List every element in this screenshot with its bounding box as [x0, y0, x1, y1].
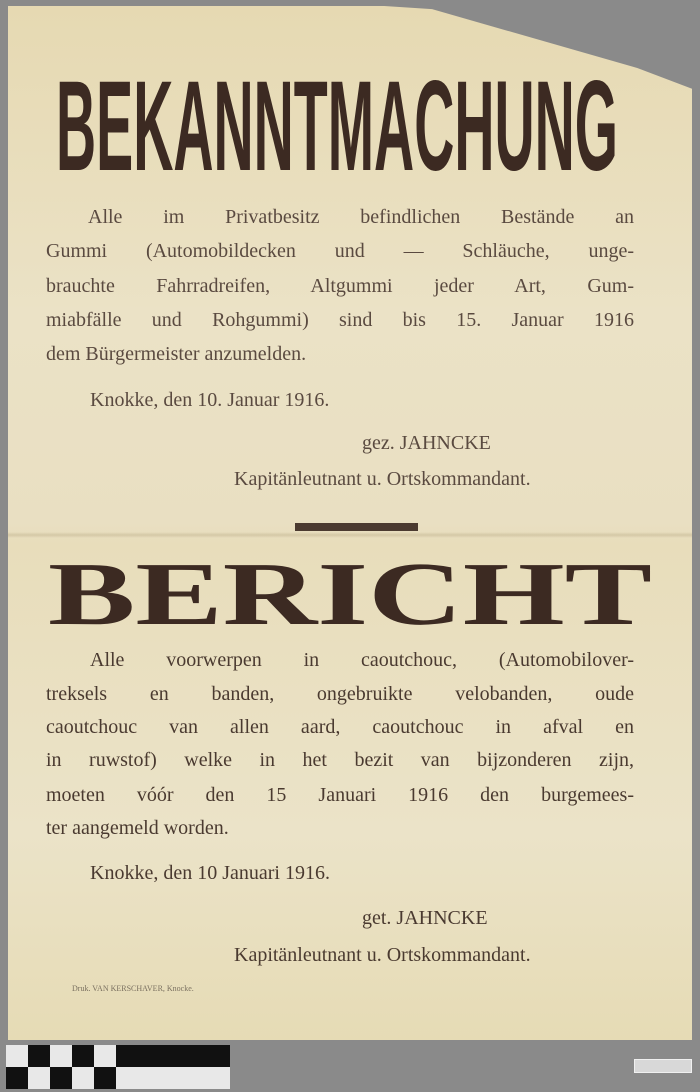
dutch-line-5: moeten vóór den 15 Januari 1916 den burgemees-	[46, 784, 634, 806]
dutch-line-3: caoutchouc van allen aard, caoutchouc in afval en	[46, 716, 634, 738]
german-title-graphic	[56, 72, 618, 176]
dutch-line-6: ter aangemeld worden.	[46, 817, 229, 839]
dutch-line-4: in ruwstof) welke in het bezit van bijzonderen zijn,	[46, 749, 634, 771]
dutch-signature: get. JAHNCKE	[362, 907, 488, 929]
german-rank: Kapitänleutnant u. Ortskommandant.	[234, 468, 531, 490]
german-title: BEKANNTMACHUNG	[56, 72, 618, 176]
section-divider	[295, 523, 418, 531]
german-line-2: Gummi (Automobildecken und — Schläuche, unge-	[46, 240, 634, 262]
german-signature: gez. JAHNCKE	[362, 432, 491, 454]
german-line-5: dem Bürgermeister anzumelden.	[46, 343, 307, 365]
dutch-rank: Kapitänleutnant u. Ortskommandant.	[234, 944, 531, 966]
dutch-place-date: Knokke, den 10 Januari 1916.	[90, 862, 330, 884]
german-line-4: miabfälle und Rohgummi) sind bis 15. Januar 1916	[46, 309, 634, 331]
archive-label	[634, 1059, 692, 1073]
dutch-line-1: Alle voorwerpen in caoutchouc, (Automobilover-	[90, 649, 634, 671]
german-line-3: brauchte Fahrradreifen, Altgummi jeder Art, Gum-	[46, 275, 634, 297]
fold-line	[8, 532, 692, 538]
calibration-target	[6, 1045, 230, 1089]
printer-imprint: Druk. VAN KERSCHAVER, Knocke.	[72, 984, 194, 993]
dutch-title: BERICHT	[48, 560, 652, 630]
german-line-1: Alle im Privatbesitz befindlichen Bestände an	[88, 206, 634, 228]
dutch-line-2: treksels en banden, ongebruikte velobanden, oude	[46, 683, 634, 705]
german-place-date: Knokke, den 10. Januar 1916.	[90, 389, 330, 411]
dutch-title-graphic	[48, 560, 652, 630]
